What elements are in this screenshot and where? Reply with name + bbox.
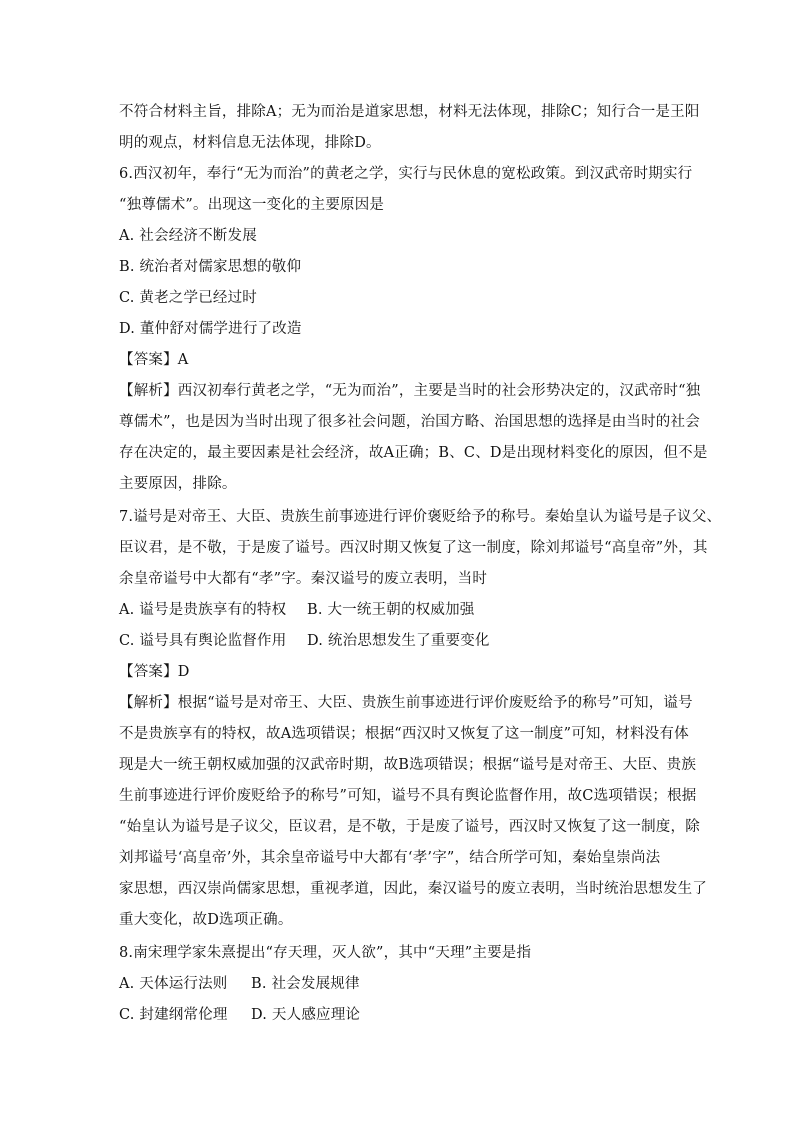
q7-options-row-2 bbox=[119, 631, 679, 651]
q6-option-b: B. 统治者对儒家思想的敬仰 bbox=[119, 259, 302, 275]
q6-explanation-line-1: 【解析】西汉初奉行黄老之学，“无为而治”，主要是当时的社会形势决定的，汉武帝时“独 bbox=[119, 383, 701, 399]
q6-option-a: A. 社会经济不断发展 bbox=[119, 228, 257, 244]
q7-option-d: D. 统治思想发生了重要变化 bbox=[307, 633, 490, 649]
q7-option-c: C. 谥号具有舆论监督作用 bbox=[119, 633, 287, 649]
q7-answer: 【答案】D bbox=[119, 664, 190, 680]
q7-option-a: A. 谥号是贵族享有的特权 bbox=[119, 602, 287, 618]
q7-explanation-line-4: 生前事迹进行评价废贬给予的称号”可知，谥号不具有舆论监督作用，故C选项错误；根据 bbox=[119, 788, 697, 804]
q8-stem-line-1: 8.南宋理学家朱熹提出“存天理，灭人欲”，其中“天理”主要是指 bbox=[119, 945, 532, 961]
q8-option-b: B. 社会发展规律 bbox=[251, 976, 360, 992]
q6-stem-line-1: 6.西汉初年，奉行“无为而治”的黄老之学，实行与民休息的宽松政策。到汉武帝时期实行 bbox=[119, 166, 693, 182]
q7-explanation-line-2: 不是贵族享有的特权，故A选项错误；根据“西汉时又恢复了这一制度”可知，材料没有体 bbox=[119, 726, 689, 742]
q7-explanation-line-7: 家思想，西汉崇尚儒家思想，重视孝道，因此，秦汉谥号的废立表明，当时统治思想发生了 bbox=[119, 881, 707, 897]
q7-options-row-1 bbox=[119, 600, 679, 620]
q7-explanation-line-6: 刘邦谥号‘高皇帝’外，其余皇帝谥号中大都有‘孝’字”，结合所学可知，秦始皇崇尚法 bbox=[119, 850, 661, 866]
q6-explanation-line-2: 尊儒术”，也是因为当时出现了很多社会问题，治国方略、治国思想的选择是由当时的社会 bbox=[119, 414, 700, 430]
q8-options-row-2 bbox=[119, 1005, 679, 1025]
q7-stem-line-1: 7.谥号是对帝王、大臣、贵族生前事迹进行评价褒贬给予的称号。秦始皇认为谥号是子议父、 bbox=[119, 509, 722, 525]
q6-answer: 【答案】A bbox=[119, 352, 189, 368]
q7-explanation-line-3: 现是大一统王朝权威加强的汉武帝时期，故B选项错误；根据“谥号是对帝王、大臣、贵族 bbox=[119, 757, 697, 773]
q6-option-c: C. 黄老之学已经过时 bbox=[119, 290, 257, 306]
prev-explanation-line-2: 明的观点，材料信息无法体现，排除D。 bbox=[119, 135, 381, 151]
q8-option-d: D. 天人感应理论 bbox=[251, 1007, 361, 1023]
q6-explanation-line-4: 主要原因，排除。 bbox=[119, 476, 237, 492]
q8-options-row-1 bbox=[119, 974, 679, 994]
q7-explanation-line-1: 【解析】根据“谥号是对帝王、大臣、贵族生前事迹进行评价废贬给予的称号”可知，谥号 bbox=[119, 695, 693, 711]
q6-explanation-line-3: 存在决定的，最主要因素是社会经济，故A正确；B、C、D是出现材料变化的原因，但不是 bbox=[119, 445, 708, 461]
q7-explanation-line-5: “始皇认为谥号是子议父，臣议君，是不敬，于是废了谥号，西汉时又恢复了这一制度，除 bbox=[119, 819, 700, 835]
q6-stem-line-2: “独尊儒术”。出现这一变化的主要原因是 bbox=[119, 197, 385, 213]
prev-explanation-line-1: 不符合材料主旨，排除A；无为而治是道家思想，材料无法体现，排除C；知行合一是王阳 bbox=[119, 104, 700, 120]
q7-stem-line-2: 臣议君，是不敬，于是废了谥号。西汉时期又恢复了这一制度，除刘邦谥号“高皇帝”外，其 bbox=[119, 540, 708, 556]
q8-option-c: C. 封建纲常伦理 bbox=[119, 1007, 228, 1023]
q7-option-b: B. 大一统王朝的权威加强 bbox=[307, 602, 475, 618]
q7-stem-line-3: 余皇帝谥号中大都有“孝”字。秦汉谥号的废立表明，当时 bbox=[119, 571, 488, 587]
q6-option-d: D. 董仲舒对儒学进行了改造 bbox=[119, 321, 302, 337]
q7-explanation-line-8: 重大变化，故D选项正确。 bbox=[119, 912, 293, 928]
q8-option-a: A. 天体运行法则 bbox=[119, 976, 228, 992]
